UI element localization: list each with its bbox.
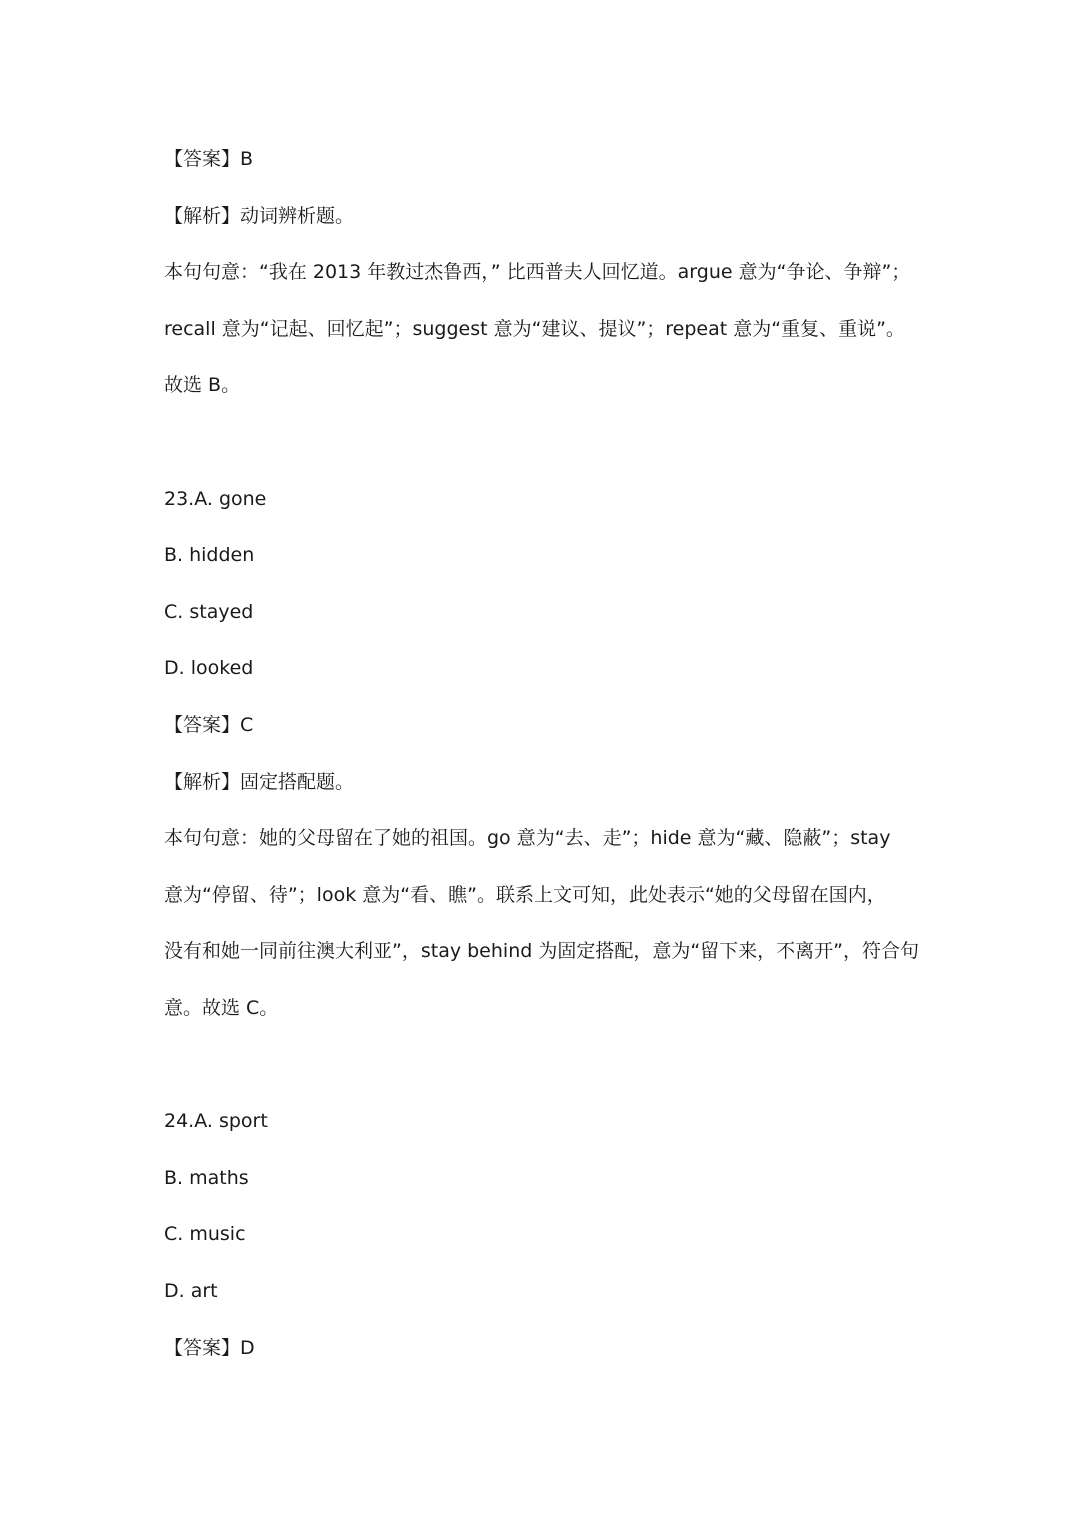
q23-option-c: C. stayed	[164, 601, 254, 623]
q23-analysis-line-3: 没有和她一同前往澳大利亚”，stay behind 为固定搭配，意为“留下来，不离开”，符合句	[164, 940, 920, 962]
q22-analysis-line-1: 本句句意：“我在 2013 年教过杰鲁西，” 比西普夫人回忆道。argue 意为“争论、争辩”；	[164, 261, 911, 283]
q22-analysis-line-3: 故选 B。	[164, 374, 241, 396]
q22-analysis-heading: 【解析】动词辨析题。	[164, 205, 355, 227]
q23-analysis-heading: 【解析】固定搭配题。	[164, 771, 355, 793]
q23-option-b: B. hidden	[164, 544, 255, 566]
q23-analysis-line-4: 意。故选 C。	[164, 997, 279, 1019]
q24-option-a: 24.A. sport	[164, 1110, 268, 1132]
q24-option-c: C. music	[164, 1223, 246, 1245]
q23-analysis-line-1: 本句句意：她的父母留在了她的祖国。go 意为“去、走”；hide 意为“藏、隐蔽”；stay	[164, 827, 891, 849]
q24-option-d: D. art	[164, 1280, 218, 1302]
q24-answer: 【答案】D	[164, 1337, 255, 1359]
q24-option-b: B. maths	[164, 1167, 249, 1189]
q23-answer: 【答案】C	[164, 714, 254, 736]
q22-analysis-line-2: recall 意为“记起、回忆起”；suggest 意为“建议、提议”；repeat 意为“重复、重说”。	[164, 318, 905, 340]
q23-option-d: D. looked	[164, 657, 254, 679]
q23-analysis-line-2: 意为“停留、待”；look 意为“看、瞧”。联系上文可知，此处表示“她的父母留在国内，	[164, 884, 886, 906]
q22-answer: 【答案】B	[164, 148, 254, 170]
q23-option-a: 23.A. gone	[164, 488, 267, 510]
